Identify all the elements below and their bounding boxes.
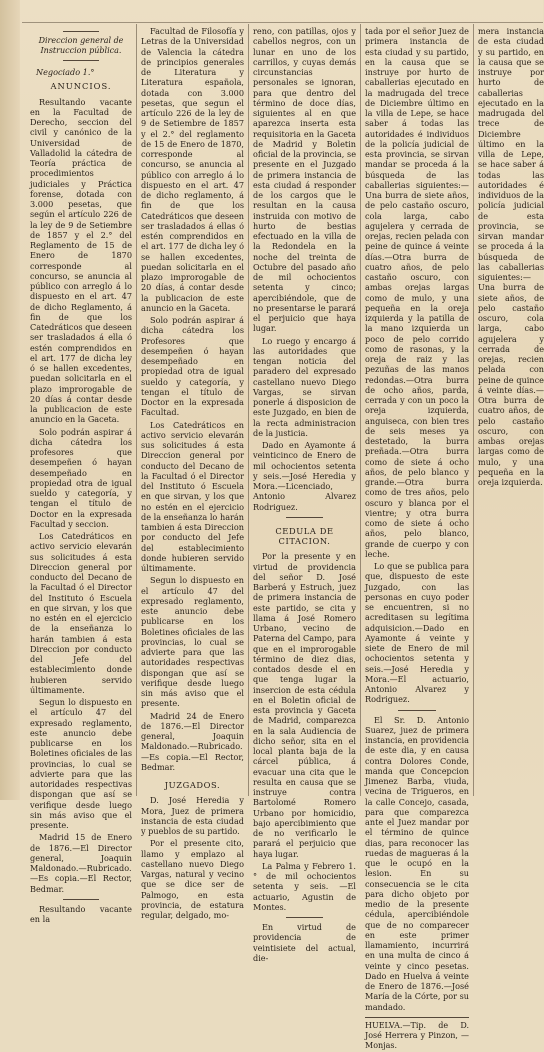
- paragraph: mera instancia de esta ciudad y su partido, en la causa que se instruye por hurto de caballerias ejecutado en la madrugada del trece de Diciembre último en la villa de Lepe, se hace saber á todas las autoridades é individuos de la policía judicial de esta provincia, se sirvan mandar se proceda á la búsqueda de las caballerias siguientes:—Una burra de siete años, de pelo castaño oscuro, cola larga, cabo agujelera y cerrada de orejas, recien pelada con peine de quince á veinte días.—Otra burra de cuatro años, de pelo castaño oscuro, con ambas orejas largas como de mulo, y una pequeña en la oreja izquierda.: [478, 26, 544, 487]
- paragraph: Solo podrán aspirar á dicha cátedra los profesores que desempeñen ó hayan desempeñado en propiedad otra de igual sueldo y categoría, y tengan el título de Doctor en la expresada Facultad y seccion.: [30, 426, 132, 529]
- paragraph: Segun lo dispuesto en el artículo 47 del expresado reglamento, este anuncio debe publicarse en los Boletines oficiales de las provincias, lo cual se advierte para que las autoridades respectivas dispongan que así se verifique desde luego sin más aviso que el presente.: [141, 575, 244, 709]
- anuncios-heading: ANUNCIOS.: [50, 81, 112, 92]
- imprint-block: [365, 1017, 469, 1052]
- column-rule: [360, 24, 361, 796]
- paragraph: En virtud de providencia de veintisiete del actual, die-: [253, 922, 356, 963]
- column-rule: [136, 24, 137, 796]
- paragraph: Por el presente cito, llamo y emplazo al castellano nuevo Diego Vargas, natural y vecino que se dice ser de Palmogo, en esta provincia, de estatura regular, delgado, mo-: [141, 838, 244, 920]
- paragraph: El Sr. D. Antonio Suarez, juez de primera instancia, en providencia de este dia, y en causa contra Dolores Conde, manda que Concepcion Jimenez Barba, viuda, vecina de Trigueros, en la calle Concejo, casada, para que comparezca ante el Juez mandar por el término de quince dias, para reconocer las ruedas de magueras á la que le ocupó en la lesion. En su consecuencia se le cita para dicho objeto por medio de la presente cédula, apercibiéndole que de no comparecer en este primer llamamiento, incurrirá en una multa de cinco á veinte y cinco pesetas. Dado en Huelva á veinte de Enero de 1876.—José María de la Córte, por su mandado.: [365, 714, 469, 1012]
- paragraph: Resultando vacante en la Facultad de Derecho, seccion del civil y canónico de la Universidad de Valladolid la cátedra de Teoría práctica de procedimientos judiciales y Práctica forense, dotada con 3.000 pesetas, que según el artículo 226 de la ley de 9 de Setiembre de 1857 y el 2.° del Reglamento de 15 de Enero de 1870 corresponde al concurso, se anuncia al público con arreglo á lo dispuesto en el art. 47 de dicho Reglamento, á fin de que los Catedráticos que deseen ser trasladados á ella ó estén comprendidos en el art. 177 de dicha ley ó se hallen excedentes, puedan solicitarla en el plazo improrogable de 20 días á contar desde la publicacion de este anuncio en la Gaceta.: [30, 96, 132, 425]
- separator: [63, 31, 100, 32]
- paragraph: Lo ruego y encargo á las autoridades que tengan noticia del paradero del expresado castellano nuevo Diego Vargas, se sirvan ponerle á disposicion de este Juzgado, en bien de la recta administracion de la justicia.: [253, 335, 356, 438]
- separator: [286, 517, 323, 518]
- juzgados-heading: JUZGADOS.: [164, 780, 221, 790]
- paragraph: reno, con patillas, ojos y cabellos negros, con un lunar en uno de los carrillos, y cuyas demás circunstancias personales se ignoran, para que dentro del término de doce días, siguientes al en que aparezca inserta esta requisitoria en la Gaceta de Madrid y Boletin oficial de la provincia, se presente en el Juzgado de primera instancia de esta ciudad á responder de los cargos que le resultan en la causa instruida con motivo de hurto de bestias efectuado en la villa de la Redondela en la noche del treinta de Octubre del pasado año de mil ochocientos setenta y cinco; apercibiéndole, que de no presentarse le parará el perjuicio que haya lugar.: [253, 26, 356, 334]
- top-rule: [22, 22, 543, 23]
- section-header: Direccion general de Instruccion pública.: [38, 36, 124, 55]
- paragraph: Dado en Ayamonte á veinticinco de Enero de mil ochocientos setenta y seis.—José Heredia y Mora.—Licenciado, Antonio Alvarez Rodriguez.: [253, 440, 356, 512]
- column-5-cropped: [478, 26, 544, 796]
- page-binding-edge: [0, 0, 20, 800]
- column-rule: [473, 24, 474, 796]
- paragraph: D. José Heredia y Mora, Juez de primera instancia de esta ciudad y pueblos de su partido.: [141, 795, 244, 836]
- paragraph: La Palma y Febrero 1.° de mil ochocientos setenta y seis. —El actuario, Agustin de Montes.: [253, 860, 356, 912]
- paragraph: Los Catedráticos en activo servicio elevarán sus solicitudes á esta Direccion general por conducto del Decano de la Facultad ó el Director del Instituto ó Escuela en que sirvan, y los que no estén en el ejercicio de la enseñanza lo harán tambien á esta Direccion por conducto del Jefe del establecimiento donde hubieren servido últimamente.: [30, 531, 132, 695]
- paragraph: Madrid 15 de Enero de 1876.—El Director general, Joaquin Maldonado.—Rubricado.—Es copia.—El Rector, Bedmar.: [30, 832, 132, 894]
- column-2: [141, 26, 244, 920]
- column-rule: [248, 24, 249, 796]
- paragraph: Segun lo dispuesto en el artículo 47 del expresado reglamento, este anuncio debe publicarse en los Boletines oficiales de las provincias, lo cual se advierte para que las autoridades respectivas dispongan que así se verifique desde luego sin más aviso que el presente.: [30, 697, 132, 830]
- paragraph: Solo podrán aspirar á dicha cátedra los Profesores que desempeñen ó hayan desempeñado en propiedad otra de igual sueldo y categoría, y tengan el título de Doctor en la expresada Facultad.: [141, 315, 244, 418]
- column-1: [30, 26, 132, 924]
- paragraph: Lo que se publica para que, dispuesto de este Juzgado, con las personas en cuyo poder se encuentren, si no acreditasen su legítima adquisicion.—Dado en Ayamonte á veinte y siete de Enero de mil ochocientos setenta y seis.—José Heredia y Mora.—El actuario, Antonio Alvarez y Rodriguez.: [365, 561, 469, 705]
- column-4: [365, 26, 469, 1051]
- separator: [398, 710, 435, 711]
- cedula-heading: CEDULA DE CITACION.: [275, 525, 334, 546]
- separator: [63, 60, 100, 61]
- paragraph: tada por el señor Juez de primera instancia de esta ciudad y su partido, en la causa que se instruye por hurto de caballerias ejecutado en la madrugada del trece de Diciembre último en la villa de Lepe, se hace saber á todas las autoridades é individuos de la policía judicial de esta provincia, se sirvan mandar se proceda á la búsqueda de las caballerias siguientes:—Una burra de siete años, de pelo castaño oscuro, cola larga, cabo agujelera y cerrada de orejas, recien pelada con peine de quince á veinte días.—Otra burra de cuatro años, de pelo castaño oscuro, con ambas orejas largas como de mulo, y una pequeña en la oreja izquierda y la patilla de la mano izquierda un poco de pelo corrido como de rasonas, y la oreja de raiz y las pezuñas de las manos redondas.—Otra burra de ocho años, parda, cerrada y con un poco la oreja izquierda, anguiseca, con bien tres de seis meses ya destetado, la burra preñada.—Otra burra como de siete á ocho años, de pelo blanco y grande.—Otra burra como de tres años, pelo oscuro y blanca por el vientre; y otra burra como de siete á ocho años, pelo blanco, grande de cuerpo y con leche.: [365, 26, 469, 559]
- paragraph: Los Catedráticos en activo servicio elevarán sus solicitudes á esta Direccion general por conducto del Decano de la Facultad ó el Director del Instituto ó Escuela en que sirvan, y los que no estén en el ejercicio de la enseñanza lo harán tambien á esta Direccion por conducto del Jefe del establecimiento donde hubieren servido últimamente.: [141, 419, 244, 573]
- separator: [286, 917, 323, 918]
- column-3: [253, 26, 356, 963]
- separator: [63, 899, 100, 900]
- negociado-label: Negociado 1.°: [36, 67, 95, 77]
- paragraph: Facultad de Filosofía y Letras de la Universidad de Valencia la cátedra de principios generales de Literatura y Literatura española, dotada con 3.000 pesetas, que segun el artículo 226 de la ley de 9 de Setiembre de 1857 y el 2.° del reglamento de 15 de Enero de 1870, corresponde al concurso, se anuncia al público con arreglo á lo dispuesto en el art. 47 de dicho reglamento, á fin de que los Catedráticos que deseen ser trasladados á ellas ó estén comprendidos en el art. 177 de dicha ley ó se hallen excedentes, puedan solicitarla en el plazo improrogable de 20 días, á contar desde la publicacion de este anuncio en la Gaceta.: [141, 26, 244, 313]
- paragraph: Por la presente y en virtud de providencia del señor D. José Barberá y Estruch, juez de primera instancia de este partido, se cita y llama á José Romero Urbano, vecino de Paterna del Campo, para que en el improrogable término de diez dias, contados desde el en que tenga lugar la insercion de esta cédula en el Boletin oficial de esta provincia y Gaceta de Madrid, comparezca en la sala Audiencia de dicho señor, sita en el local planta baja de la cárcel pública, á evacuar una cita que le resulta en causa que se instruye contra Bartolomé Romero Urbano por homicidio, bajo apercibimiento que de no verificarlo le parará el perjuicio que haya lugar.: [253, 551, 356, 859]
- printer-imprint: HUELVA.—Tip. de D. José Herrera y Pinzon, —Monjas.: [365, 1020, 469, 1051]
- paragraph: Resultando vacante en la: [30, 903, 132, 924]
- paragraph: Madrid 24 de Enero de 1876.—El Director general, Joaquin Maldonado.—Rubricado.—Es copia.—El Rector, Bedmar.: [141, 710, 244, 772]
